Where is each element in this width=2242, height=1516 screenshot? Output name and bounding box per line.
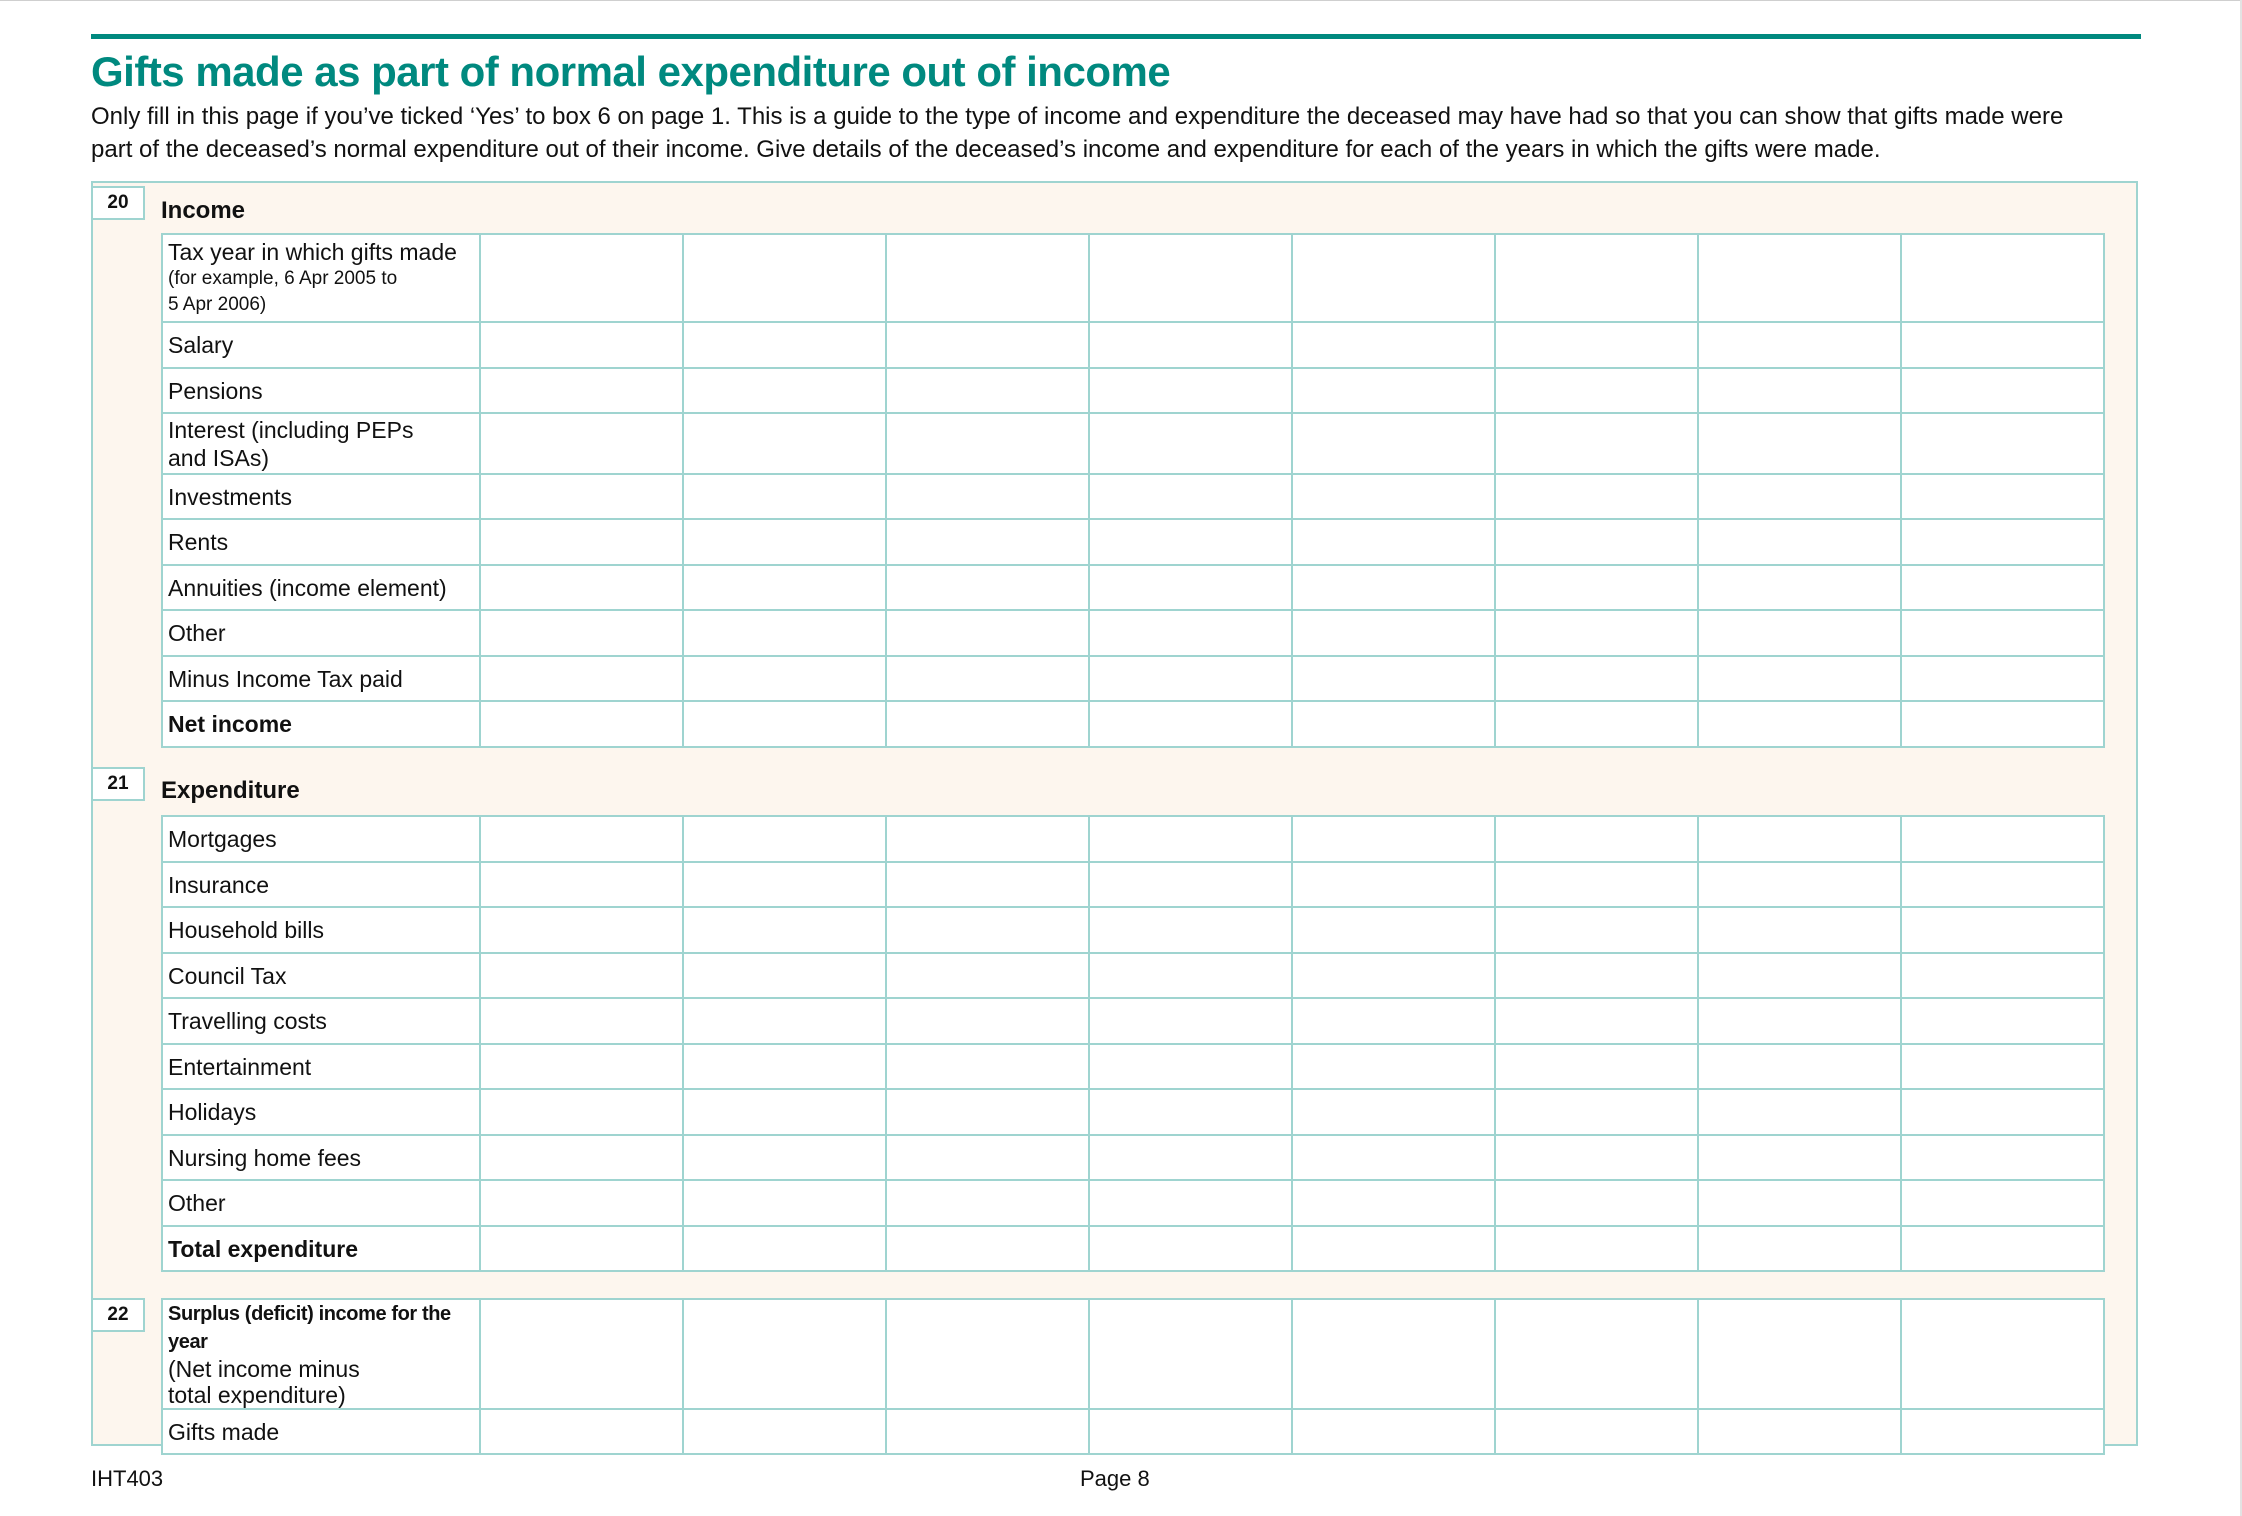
box-number-20: 20	[93, 186, 145, 220]
input-cell[interactable]	[1901, 701, 2104, 747]
input-cell[interactable]	[1495, 322, 1698, 368]
input-cell[interactable]	[1495, 1135, 1698, 1180]
input-cell[interactable]	[683, 1044, 886, 1089]
row-label-surplus: Surplus (deficit) income for the year (Net income minus total expenditure)	[162, 1299, 480, 1409]
input-cell[interactable]	[480, 816, 683, 862]
input-cell[interactable]	[886, 565, 1089, 610]
table-row	[162, 862, 2104, 907]
input-cell[interactable]	[683, 1135, 886, 1180]
input-cell[interactable]	[480, 1180, 683, 1226]
table-row	[162, 610, 2104, 656]
input-cell[interactable]	[1901, 862, 2104, 907]
surplus-table	[161, 1298, 2105, 1455]
row-label-minus-tax: Minus Income Tax paid	[162, 656, 480, 701]
input-cell[interactable]	[1292, 816, 1495, 862]
input-cell[interactable]	[480, 1135, 683, 1180]
input-cell[interactable]	[1698, 1226, 1901, 1271]
table-row	[162, 1089, 2104, 1135]
row-label-household-bills: Household bills	[162, 907, 480, 953]
form-panel	[91, 181, 2138, 1446]
input-cell[interactable]	[886, 656, 1089, 701]
input-cell[interactable]	[1901, 413, 2104, 474]
input-cell[interactable]	[1495, 701, 1698, 747]
row-label-salary: Salary	[162, 322, 480, 368]
input-cell[interactable]	[683, 907, 886, 953]
input-cell[interactable]	[1495, 519, 1698, 565]
input-cell[interactable]	[1698, 565, 1901, 610]
input-cell[interactable]	[1698, 610, 1901, 656]
input-cell[interactable]	[1901, 1299, 2104, 1409]
row-label-insurance: Insurance	[162, 862, 480, 907]
input-cell[interactable]	[1698, 953, 1901, 998]
input-cell[interactable]	[480, 1299, 683, 1409]
input-cell[interactable]	[1495, 862, 1698, 907]
input-cell[interactable]	[1698, 1180, 1901, 1226]
input-cell[interactable]	[1089, 519, 1292, 565]
input-cell[interactable]	[886, 953, 1089, 998]
row-label-council-tax: Council Tax	[162, 953, 480, 998]
input-cell[interactable]	[683, 1180, 886, 1226]
table-row	[162, 816, 2104, 862]
input-cell[interactable]	[1495, 1409, 1698, 1454]
input-cell[interactable]	[480, 322, 683, 368]
input-cell[interactable]	[683, 368, 886, 413]
input-cell[interactable]	[886, 701, 1089, 747]
input-cell[interactable]	[1495, 1299, 1698, 1409]
input-cell[interactable]	[480, 474, 683, 519]
input-cell[interactable]	[886, 1089, 1089, 1135]
input-cell[interactable]	[1495, 368, 1698, 413]
input-cell[interactable]	[886, 322, 1089, 368]
input-cell[interactable]	[886, 413, 1089, 474]
input-cell[interactable]	[1495, 234, 1698, 322]
row-label-other-expenditure: Other	[162, 1180, 480, 1226]
input-cell[interactable]	[1292, 413, 1495, 474]
page-number: Page 8	[1080, 1466, 1150, 1491]
input-cell[interactable]	[1292, 322, 1495, 368]
input-cell[interactable]	[886, 1135, 1089, 1180]
row-label-net-income: Net income	[162, 701, 480, 747]
expenditure-table	[161, 815, 2105, 1272]
input-cell[interactable]	[1901, 907, 2104, 953]
input-cell[interactable]	[886, 998, 1089, 1044]
input-cell[interactable]	[1698, 1299, 1901, 1409]
table-row	[162, 1409, 2104, 1454]
input-cell[interactable]	[480, 413, 683, 474]
input-cell[interactable]	[1089, 953, 1292, 998]
input-cell[interactable]	[1292, 862, 1495, 907]
input-cell[interactable]	[1698, 907, 1901, 953]
input-cell[interactable]	[1292, 656, 1495, 701]
input-cell[interactable]	[886, 816, 1089, 862]
table-row	[162, 519, 2104, 565]
input-cell[interactable]	[1495, 953, 1698, 998]
input-cell[interactable]	[1089, 322, 1292, 368]
box-number-21: 21	[93, 767, 145, 801]
input-cell[interactable]	[1901, 1089, 2104, 1135]
input-cell[interactable]	[886, 1180, 1089, 1226]
page-edge	[0, 0, 2242, 1]
table-row	[162, 998, 2104, 1044]
input-cell[interactable]	[1698, 701, 1901, 747]
input-cell[interactable]	[1292, 234, 1495, 322]
input-cell[interactable]	[1292, 1180, 1495, 1226]
input-cell[interactable]	[1698, 474, 1901, 519]
input-cell[interactable]	[1901, 322, 2104, 368]
row-label-other-income: Other	[162, 610, 480, 656]
box-number-22: 22	[93, 1298, 145, 1332]
row-label-mortgages: Mortgages	[162, 816, 480, 862]
input-cell[interactable]	[683, 1226, 886, 1271]
input-cell[interactable]	[1698, 998, 1901, 1044]
row-label-annuities: Annuities (income element)	[162, 565, 480, 610]
input-cell[interactable]	[1089, 1409, 1292, 1454]
row-label-rents: Rents	[162, 519, 480, 565]
row-label-travelling-costs: Travelling costs	[162, 998, 480, 1044]
input-cell[interactable]	[1901, 368, 2104, 413]
input-cell[interactable]	[1089, 998, 1292, 1044]
input-cell[interactable]	[1901, 656, 2104, 701]
table-row	[162, 1299, 2104, 1409]
row-label-gifts-made: Gifts made	[162, 1409, 480, 1454]
input-cell[interactable]	[480, 1226, 683, 1271]
input-cell[interactable]	[1089, 474, 1292, 519]
input-cell[interactable]	[480, 953, 683, 998]
input-cell[interactable]	[1698, 1409, 1901, 1454]
table-row	[162, 413, 2104, 474]
income-section-title: Income	[161, 197, 246, 224]
input-cell[interactable]	[1089, 1226, 1292, 1271]
input-cell[interactable]	[1089, 1180, 1292, 1226]
table-row	[162, 907, 2104, 953]
input-cell[interactable]	[1089, 610, 1292, 656]
input-cell[interactable]	[683, 1299, 886, 1409]
input-cell[interactable]	[1089, 907, 1292, 953]
input-cell[interactable]	[683, 519, 886, 565]
input-cell[interactable]	[1089, 1135, 1292, 1180]
income-table	[161, 233, 2105, 748]
input-cell[interactable]	[1089, 816, 1292, 862]
input-cell[interactable]	[1292, 701, 1495, 747]
table-row	[162, 953, 2104, 998]
input-cell[interactable]	[886, 368, 1089, 413]
input-cell[interactable]	[480, 907, 683, 953]
input-cell[interactable]	[1495, 1180, 1698, 1226]
input-cell[interactable]	[1495, 998, 1698, 1044]
input-cell[interactable]	[1292, 565, 1495, 610]
input-cell[interactable]	[1495, 610, 1698, 656]
input-cell[interactable]	[1901, 1135, 2104, 1180]
input-cell[interactable]	[1292, 1044, 1495, 1089]
table-row	[162, 234, 2104, 322]
input-cell[interactable]	[1089, 234, 1292, 322]
table-row	[162, 1135, 2104, 1180]
table-row	[162, 701, 2104, 747]
input-cell[interactable]	[1495, 907, 1698, 953]
input-cell[interactable]	[1089, 1044, 1292, 1089]
row-label-tax-year: Tax year in which gifts made (for example, 6 Apr 2005 to 5 Apr 2006)	[162, 234, 480, 322]
input-cell[interactable]	[683, 1409, 886, 1454]
input-cell[interactable]	[683, 610, 886, 656]
input-cell[interactable]	[480, 701, 683, 747]
input-cell[interactable]	[1292, 998, 1495, 1044]
input-cell[interactable]	[683, 701, 886, 747]
input-cell[interactable]	[886, 519, 1089, 565]
page-title: Gifts made as part of normal expenditure out of income	[91, 48, 1171, 95]
input-cell[interactable]	[1901, 1044, 2104, 1089]
input-cell[interactable]	[1292, 519, 1495, 565]
input-cell[interactable]	[683, 1089, 886, 1135]
input-cell[interactable]	[1698, 1135, 1901, 1180]
input-cell[interactable]	[1292, 1135, 1495, 1180]
input-cell[interactable]	[1698, 413, 1901, 474]
table-row	[162, 1180, 2104, 1226]
expenditure-section-title: Expenditure	[161, 777, 300, 804]
input-cell[interactable]	[1089, 862, 1292, 907]
input-cell[interactable]	[1901, 998, 2104, 1044]
input-cell[interactable]	[1292, 1409, 1495, 1454]
input-cell[interactable]	[480, 565, 683, 610]
input-cell[interactable]	[1495, 413, 1698, 474]
input-cell[interactable]	[480, 368, 683, 413]
input-cell[interactable]	[886, 907, 1089, 953]
input-cell[interactable]	[1089, 413, 1292, 474]
input-cell[interactable]	[1901, 234, 2104, 322]
input-cell[interactable]	[1901, 1226, 2104, 1271]
input-cell[interactable]	[480, 862, 683, 907]
input-cell[interactable]	[1698, 368, 1901, 413]
input-cell[interactable]	[1495, 565, 1698, 610]
input-cell[interactable]	[1495, 1089, 1698, 1135]
input-cell[interactable]	[1901, 1180, 2104, 1226]
input-cell[interactable]	[1495, 656, 1698, 701]
input-cell[interactable]	[480, 656, 683, 701]
input-cell[interactable]	[683, 998, 886, 1044]
input-cell[interactable]	[1089, 368, 1292, 413]
form-code: IHT403	[91, 1466, 164, 1491]
input-cell[interactable]	[1901, 610, 2104, 656]
input-cell[interactable]	[683, 413, 886, 474]
table-row	[162, 1226, 2104, 1271]
input-cell[interactable]	[1495, 816, 1698, 862]
row-label-investments: Investments	[162, 474, 480, 519]
input-cell[interactable]	[1292, 1226, 1495, 1271]
title-rule	[91, 34, 2141, 39]
input-cell[interactable]	[886, 474, 1089, 519]
input-cell[interactable]	[1698, 234, 1901, 322]
input-cell[interactable]	[683, 322, 886, 368]
input-cell[interactable]	[683, 234, 886, 322]
input-cell[interactable]	[1089, 565, 1292, 610]
input-cell[interactable]	[1089, 656, 1292, 701]
input-cell[interactable]	[683, 862, 886, 907]
input-cell[interactable]	[1089, 701, 1292, 747]
input-cell[interactable]	[1698, 862, 1901, 907]
input-cell[interactable]	[1495, 1044, 1698, 1089]
input-cell[interactable]	[480, 234, 683, 322]
input-cell[interactable]	[1698, 519, 1901, 565]
input-cell[interactable]	[1901, 474, 2104, 519]
input-cell[interactable]	[1089, 1089, 1292, 1135]
table-row	[162, 368, 2104, 413]
input-cell[interactable]	[886, 1044, 1089, 1089]
input-cell[interactable]	[683, 656, 886, 701]
input-cell[interactable]	[886, 1299, 1089, 1409]
input-cell[interactable]	[683, 816, 886, 862]
input-cell[interactable]	[1698, 322, 1901, 368]
row-label-total-expenditure: Total expenditure	[162, 1226, 480, 1271]
input-cell[interactable]	[1292, 474, 1495, 519]
row-label-pensions: Pensions	[162, 368, 480, 413]
input-cell[interactable]	[1698, 1044, 1901, 1089]
input-cell[interactable]	[886, 610, 1089, 656]
input-cell[interactable]	[886, 1226, 1089, 1271]
input-cell[interactable]	[1292, 1089, 1495, 1135]
intro-text: Only fill in this page if you’ve ticked ‘Yes’ to box 6 on page 1. This is a guide to the type of income and expenditure the deceased may have had so that you can show that gifts made were part of the deceased’s normal expenditure out of their income. Give details of the deceased’s income and expenditure for each of the years in which the gifts were made.	[91, 103, 2064, 163]
input-cell[interactable]	[1901, 953, 2104, 998]
input-cell[interactable]	[683, 953, 886, 998]
input-cell[interactable]	[1901, 1409, 2104, 1454]
input-cell[interactable]	[1292, 907, 1495, 953]
input-cell[interactable]	[683, 474, 886, 519]
input-cell[interactable]	[1292, 610, 1495, 656]
row-label-holidays: Holidays	[162, 1089, 480, 1135]
input-cell[interactable]	[480, 1044, 683, 1089]
input-cell[interactable]	[1698, 816, 1901, 862]
input-cell[interactable]	[1495, 1226, 1698, 1271]
input-cell[interactable]	[1901, 565, 2104, 610]
input-cell[interactable]	[1698, 1089, 1901, 1135]
input-cell[interactable]	[480, 1409, 683, 1454]
table-row	[162, 656, 2104, 701]
input-cell[interactable]	[1292, 953, 1495, 998]
table-row	[162, 1044, 2104, 1089]
input-cell[interactable]	[886, 862, 1089, 907]
row-label-nursing-home-fees: Nursing home fees	[162, 1135, 480, 1180]
input-cell[interactable]	[480, 519, 683, 565]
table-row	[162, 474, 2104, 519]
input-cell[interactable]	[1292, 368, 1495, 413]
input-cell[interactable]	[1292, 1299, 1495, 1409]
input-cell[interactable]	[1901, 816, 2104, 862]
table-row	[162, 565, 2104, 610]
table-row	[162, 322, 2104, 368]
input-cell[interactable]	[1698, 656, 1901, 701]
input-cell[interactable]	[480, 998, 683, 1044]
input-cell[interactable]	[886, 1409, 1089, 1454]
input-cell[interactable]	[1901, 519, 2104, 565]
row-label-entertainment: Entertainment	[162, 1044, 480, 1089]
input-cell[interactable]	[886, 234, 1089, 322]
input-cell[interactable]	[1089, 1299, 1292, 1409]
input-cell[interactable]	[480, 1089, 683, 1135]
input-cell[interactable]	[683, 565, 886, 610]
row-label-interest: Interest (including PEPs and ISAs)	[162, 413, 480, 474]
input-cell[interactable]	[480, 610, 683, 656]
input-cell[interactable]	[1495, 474, 1698, 519]
